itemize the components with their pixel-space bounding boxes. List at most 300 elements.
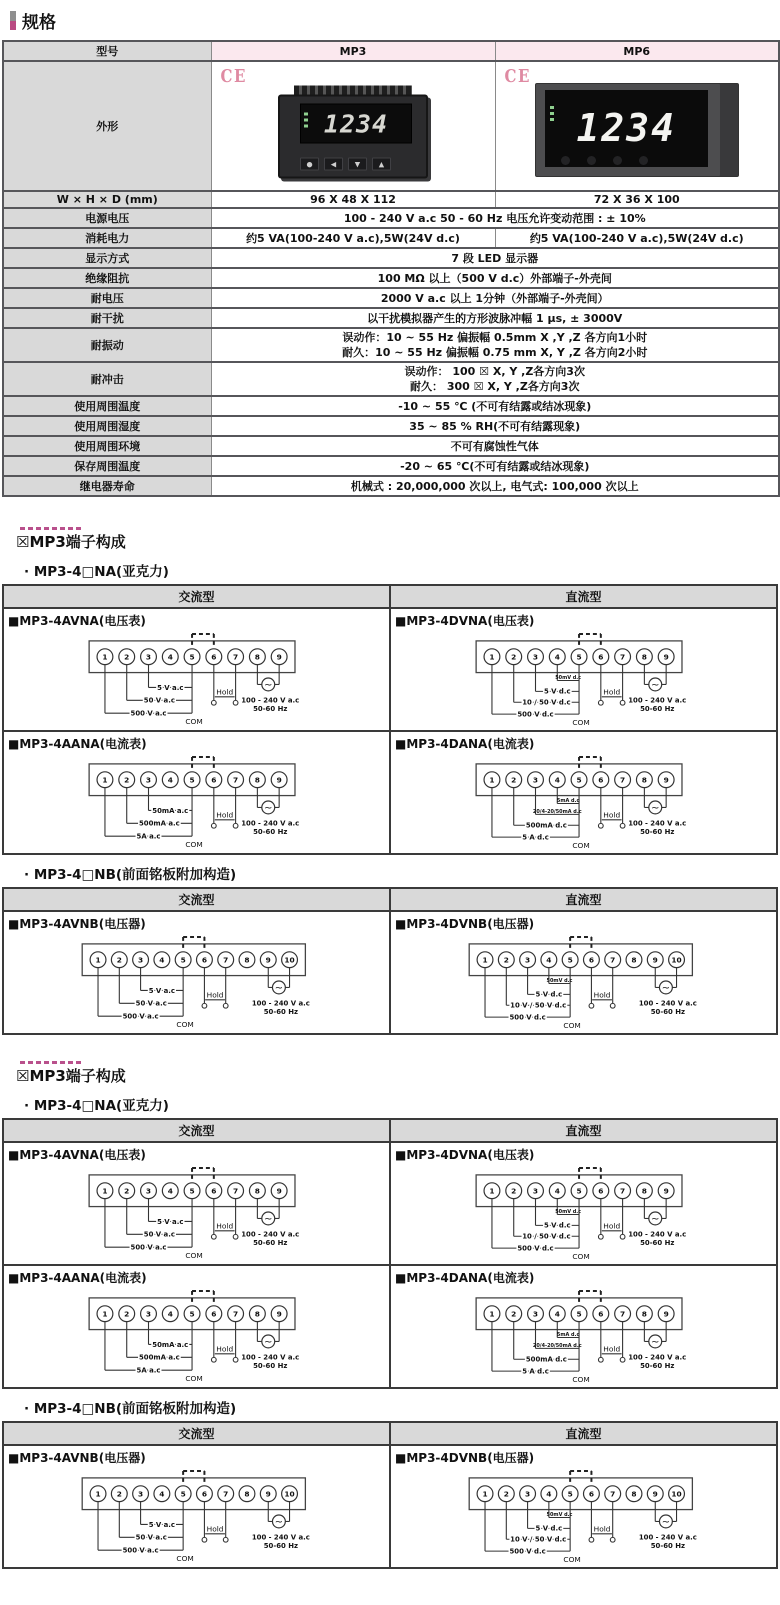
svg-text:50mV d.c: 50mV d.c [555,675,582,682]
spec-row-label: W × H × D (mm) [3,191,211,208]
svg-text:2: 2 [116,955,122,965]
mp3-case [278,95,428,179]
svg-text:7: 7 [620,1309,626,1319]
mp3-appearance-cell [211,61,495,191]
terminal-wiring-diagram [4,1163,390,1264]
svg-text:100 - 240 V a.c: 100 - 240 V a.c [628,1353,687,1362]
terminal-wiring-diagram [391,1163,777,1264]
diagram-title: ■MP3-4AVNB(电压器) [8,1451,146,1465]
svg-text:2: 2 [124,1309,130,1319]
svg-text:500 V d.c: 500 V d.c [517,710,554,719]
svg-text:500 V a.c: 500 V a.c [130,1243,167,1252]
svg-text:COM: COM [185,1251,203,1261]
spec-row-label: 耐干扰 [3,308,211,328]
svg-text:7: 7 [620,1186,626,1196]
svg-text:7: 7 [233,1186,239,1196]
spec-row [3,456,779,476]
svg-text:2: 2 [503,1489,509,1499]
svg-text:500mA d.c: 500mA d.c [525,821,567,830]
svg-text:5 A d.c: 5 A d.c [522,1367,549,1376]
spec-row-value: -10 ~ 55 ℃ (不可有结露或结冰现象) [211,396,779,416]
spec-row-value-mp3: 约5 VA(100-240 V a.c),5W(24V d.c) [211,228,495,248]
terminal-diagram-cell [3,731,390,854]
svg-text:Hold: Hold [603,810,621,820]
svg-text:2: 2 [511,775,517,785]
svg-text:7: 7 [610,955,616,965]
terminal-table-column-header: 交流型 [3,585,390,608]
svg-text:50-60 Hz: 50-60 Hz [253,828,288,837]
svg-text:50-60 Hz: 50-60 Hz [263,1542,299,1551]
svg-text:5 V d.c: 5 V d.c [543,1221,571,1230]
svg-text:10 V / 50 V d.c: 10 V / 50 V d.c [510,1001,567,1010]
svg-text:3: 3 [525,955,531,965]
svg-text:500 V d.c: 500 V d.c [509,1547,546,1556]
terminal-section-heading: ☒MP3端子构成 [16,533,126,551]
diagram-title: ■MP3-4DANA(电流表) [395,1271,535,1285]
terminal-diagram-cell [390,608,777,731]
mp3-button-icon: ▼ [348,158,367,171]
spec-row-label: 显示方式 [3,248,211,268]
svg-text:100 - 240 V a.c: 100 - 240 V a.c [638,999,697,1008]
svg-text:3: 3 [532,652,539,662]
svg-text:1: 1 [102,1309,108,1319]
svg-text:5: 5 [576,652,582,662]
svg-text:5 V a.c: 5 V a.c [148,1520,176,1529]
svg-text:500 V a.c: 500 V a.c [122,1546,159,1555]
diagram-title: ■MP3-4AVNB(电压器) [8,917,146,931]
svg-text:8: 8 [641,652,647,662]
pink-dash-decoration [20,1061,82,1064]
svg-text:COM: COM [572,1252,590,1262]
spec-row-value-line: 耐久： 300 ☒ X, Y ,Z各方向3次 [410,380,580,393]
spec-row-label: 使用周围温度 [3,396,211,416]
terminal-subsection-title: · MP3-4□NB(前面铭板附加构造) [24,1401,237,1417]
svg-text:5 A d.c: 5 A d.c [522,833,549,842]
svg-text:3: 3 [532,775,539,785]
spec-row [3,436,779,456]
spec-row-value: -20 ~ 65 ℃(不可有结露或结冰现象) [211,456,779,476]
svg-text:Hold: Hold [603,1344,621,1354]
mp6-display-digits: 1234 [576,106,676,151]
terminal-subsection-title: · MP3-4□NA(亚克力) [24,1098,169,1114]
svg-text:100 - 240 V a.c: 100 - 240 V a.c [628,1230,687,1239]
svg-text:9: 9 [276,775,282,785]
svg-text:~: ~ [651,1336,660,1348]
svg-text:5: 5 [576,1309,582,1319]
svg-text:3: 3 [145,652,152,662]
diagram-title: ■MP3-4DVNA(电压表) [395,614,535,628]
spec-row-label: 使用周围环境 [3,436,211,456]
svg-text:1: 1 [95,1489,101,1499]
diagram-title: ■MP3-4AVNA(电压表) [8,1148,146,1162]
svg-text:9: 9 [663,1186,669,1196]
spec-row-label: 耐电压 [3,288,211,308]
mp3-front-buttons [300,155,412,173]
spec-row [3,362,779,396]
svg-text:6: 6 [598,775,604,785]
svg-text:Hold: Hold [206,1524,224,1534]
svg-text:COM: COM [563,1555,581,1565]
svg-text:1: 1 [489,652,495,662]
svg-text:500mA d.c: 500mA d.c [525,1355,567,1364]
svg-text:5 V a.c: 5 V a.c [157,683,184,692]
svg-text:9: 9 [663,1309,669,1319]
svg-text:9: 9 [652,955,658,965]
spec-row-label: 保存周围温度 [3,456,211,476]
mp6-column-header: MP6 [495,41,779,61]
svg-text:Hold: Hold [216,1344,234,1354]
title-accent-bar [10,11,16,30]
svg-text:5A a.c: 5A a.c [136,1366,161,1375]
svg-text:3: 3 [532,1309,539,1319]
svg-text:1: 1 [102,1186,108,1196]
svg-text:20/4-20/50mA d.c: 20/4-20/50mA d.c [532,808,582,815]
terminal-wiring-diagram [4,932,390,1033]
svg-text:100 - 240 V a.c: 100 - 240 V a.c [628,819,687,828]
diagram-title: ■MP3-4DVNA(电压表) [395,1148,535,1162]
svg-text:7: 7 [223,1489,229,1499]
terminal-table-column-header: 直流型 [390,888,777,911]
svg-text:3: 3 [525,1489,531,1499]
svg-text:500 V a.c: 500 V a.c [122,1012,159,1021]
diagram-title: ■MP3-4AVNA(电压表) [8,614,146,628]
svg-text:50mA a.c: 50mA a.c [152,1340,189,1349]
svg-text:6: 6 [211,1186,217,1196]
svg-text:3: 3 [532,1186,539,1196]
svg-text:4: 4 [167,775,173,785]
terminal-wiring-diagram [4,629,390,730]
terminal-table [2,1118,778,1389]
svg-text:5: 5 [189,652,195,662]
svg-text:100 - 240 V a.c: 100 - 240 V a.c [628,696,687,705]
terminal-diagram-cell [3,1445,390,1568]
terminal-wiring-diagram [4,1286,390,1387]
svg-text:5: 5 [189,1186,195,1196]
svg-text:7: 7 [233,775,239,785]
svg-text:9: 9 [276,1186,282,1196]
svg-text:~: ~ [661,1516,671,1528]
svg-text:1: 1 [482,955,488,965]
svg-text:1: 1 [95,955,101,965]
ce-mark-icon: CE [504,65,531,87]
terminal-configuration-sections [2,527,778,1569]
svg-text:5: 5 [189,1309,195,1319]
svg-text:~: ~ [264,1336,273,1348]
svg-text:8: 8 [254,1309,260,1319]
svg-text:5: 5 [576,775,582,785]
terminal-table-column-header: 交流型 [3,888,390,911]
svg-text:5mA d.c: 5mA d.c [556,798,580,805]
terminal-diagram-cell [390,1142,777,1265]
svg-text:4: 4 [554,652,560,662]
svg-text:COM: COM [572,1375,590,1385]
svg-text:Hold: Hold [206,990,224,1000]
terminal-table-row [3,911,777,1034]
svg-text:100 - 240 V a.c: 100 - 240 V a.c [251,999,310,1008]
svg-text:4: 4 [167,1309,173,1319]
svg-text:50 V a.c: 50 V a.c [135,1533,167,1542]
svg-text:500 V d.c: 500 V d.c [517,1244,554,1253]
svg-text:10: 10 [671,1489,682,1499]
mp3-button-icon: ▲ [372,158,391,171]
spec-row-value: 2000 V a.c 以上 1分钟（外部端子-外壳间） [211,288,779,308]
svg-text:8: 8 [641,1186,647,1196]
model-column-header: 型号 [3,41,211,61]
diagram-title: ■MP3-4DVNB(电压器) [395,917,535,931]
spec-row [3,308,779,328]
svg-text:5A a.c: 5A a.c [136,832,161,841]
svg-text:10 / 50 V d.c: 10 / 50 V d.c [522,1232,571,1241]
svg-text:Hold: Hold [216,1221,234,1231]
spec-header-row [3,41,779,61]
svg-text:~: ~ [651,1213,660,1225]
svg-text:7: 7 [620,775,626,785]
terminal-subsection-title: · MP3-4□NA(亚克力) [24,564,169,580]
svg-text:50-60 Hz: 50-60 Hz [650,1542,686,1551]
terminal-section [2,1061,778,1569]
terminal-table-header-row [3,888,777,911]
svg-text:20/4-20/50mA d.c: 20/4-20/50mA d.c [532,1342,582,1349]
mp3-display [300,104,412,144]
svg-text:~: ~ [651,802,660,814]
terminal-table-column-header: 直流型 [390,1119,777,1142]
mp3-button-icon: ● [300,158,319,171]
svg-text:7: 7 [233,652,239,662]
svg-text:8: 8 [254,1186,260,1196]
spec-row [3,248,779,268]
svg-text:5: 5 [567,1489,573,1499]
spec-row-value: 100 MΩ 以上（500 V d.c）外部端子-外壳间 [211,268,779,288]
mp6-front-buttons [561,156,648,165]
svg-text:~: ~ [274,982,284,994]
svg-text:5: 5 [189,775,195,785]
terminal-diagram-cell [3,1142,390,1265]
svg-text:Hold: Hold [216,810,234,820]
svg-text:6: 6 [211,775,217,785]
spec-row-value-mp6: 72 X 36 X 100 [495,191,779,208]
svg-text:5: 5 [567,955,573,965]
terminal-table-header-row [3,585,777,608]
svg-text:50-60 Hz: 50-60 Hz [263,1008,299,1017]
svg-text:1: 1 [489,1186,495,1196]
svg-text:2: 2 [511,1186,517,1196]
terminal-wiring-diagram [391,752,777,853]
svg-text:2: 2 [124,652,130,662]
spec-row-value [211,362,779,396]
appearance-label: 外形 [3,61,211,191]
svg-text:100 - 240 V a.c: 100 - 240 V a.c [251,1533,310,1542]
terminal-table-column-header: 交流型 [3,1119,390,1142]
svg-text:2: 2 [503,955,509,965]
svg-text:10 / 50 V d.c: 10 / 50 V d.c [522,698,571,707]
page-title: 规格 [22,13,56,33]
spec-row-label: 消耗电力 [3,228,211,248]
spec-row-label: 耐冲击 [3,362,211,396]
svg-text:5 V a.c: 5 V a.c [157,1217,184,1226]
pink-dash-decoration [20,527,82,530]
svg-text:6: 6 [211,1309,217,1319]
spec-row [3,288,779,308]
spec-row-label: 使用周围湿度 [3,416,211,436]
svg-text:9: 9 [265,955,271,965]
spec-row-value-line: 耐久：10 ~ 55 Hz 偏振幅 0.75 mm X, Y ,Z 各方向2小时 [342,346,648,359]
svg-text:50-60 Hz: 50-60 Hz [640,1239,675,1248]
diagram-title: ■MP3-4DANA(电流表) [395,737,535,751]
svg-text:6: 6 [598,1309,604,1319]
spec-row-label: 耐振动 [3,328,211,362]
svg-text:4: 4 [546,1489,552,1499]
svg-text:5 V a.c: 5 V a.c [148,986,176,995]
svg-text:50-60 Hz: 50-60 Hz [640,705,675,714]
svg-text:2: 2 [124,1186,130,1196]
ce-mark-icon: CE [220,65,247,87]
terminal-wiring-diagram [391,932,777,1033]
svg-text:2: 2 [511,652,517,662]
svg-text:3: 3 [145,775,152,785]
svg-text:6: 6 [201,955,208,965]
svg-text:8: 8 [631,955,637,965]
spec-row [3,396,779,416]
svg-text:8: 8 [254,775,260,785]
svg-text:COM: COM [572,841,590,851]
svg-text:5 V d.c: 5 V d.c [535,1524,563,1533]
svg-text:4: 4 [159,1489,165,1499]
svg-text:1: 1 [489,1309,495,1319]
svg-text:Hold: Hold [593,1524,611,1534]
terminal-section-heading: ☒MP3端子构成 [16,1067,126,1085]
svg-text:50-60 Hz: 50-60 Hz [253,1362,288,1371]
svg-text:10: 10 [284,1489,295,1499]
spec-row-value-mp3: 96 X 48 X 112 [211,191,495,208]
terminal-section [2,527,778,1035]
svg-text:50-60 Hz: 50-60 Hz [253,1239,288,1248]
svg-text:50 V a.c: 50 V a.c [143,696,175,705]
terminal-table-column-header: 交流型 [3,1422,390,1445]
mp3-product-image [278,86,428,179]
svg-text:9: 9 [276,652,282,662]
spec-row [3,416,779,436]
svg-text:9: 9 [663,775,669,785]
svg-text:Hold: Hold [216,687,234,697]
section-title-spec [10,8,778,33]
svg-text:8: 8 [631,1489,637,1499]
svg-text:8: 8 [641,1309,647,1319]
svg-text:5 V d.c: 5 V d.c [543,687,571,696]
svg-text:500mA a.c: 500mA a.c [139,1353,180,1362]
diagram-title: ■MP3-4AANA(电流表) [8,1271,147,1285]
svg-text:50mV d.c: 50mV d.c [555,1209,582,1216]
svg-text:Hold: Hold [603,687,621,697]
spec-row [3,191,779,208]
terminal-table-row [3,731,777,854]
spec-row [3,208,779,228]
svg-text:1: 1 [102,652,108,662]
spec-row-label: 继电器寿命 [3,476,211,496]
svg-text:50-60 Hz: 50-60 Hz [650,1008,686,1017]
svg-text:6: 6 [588,1489,595,1499]
svg-text:4: 4 [554,775,560,785]
spec-table [2,40,780,497]
svg-text:COM: COM [185,717,203,727]
spec-row-value-mp6: 约5 VA(100-240 V a.c),5W(24V d.c) [495,228,779,248]
svg-text:5 V d.c: 5 V d.c [535,990,563,999]
svg-text:COM: COM [572,718,590,728]
terminal-wiring-diagram [4,752,390,853]
svg-text:1: 1 [482,1489,488,1499]
terminal-table-header-row [3,1119,777,1142]
svg-text:50mA a.c: 50mA a.c [152,806,189,815]
spec-row-value: 以干扰模拟器产生的方形波脉冲幅 1 μs, ± 3000V [211,308,779,328]
svg-text:8: 8 [641,775,647,785]
svg-text:6: 6 [598,1186,604,1196]
terminal-diagram-cell [390,1445,777,1568]
terminal-wiring-diagram [4,1466,390,1567]
svg-text:4: 4 [554,1186,560,1196]
svg-text:COM: COM [176,1554,194,1564]
svg-text:~: ~ [661,982,671,994]
spec-row-label: 电源电压 [3,208,211,228]
svg-text:2: 2 [511,1309,517,1319]
svg-text:500mA a.c: 500mA a.c [139,819,180,828]
spec-row-value: 机械式 : 20,000,000 次以上, 电气式: 100,000 次以上 [211,476,779,496]
terminal-table-row [3,1142,777,1265]
terminal-table [2,887,778,1035]
terminal-table-row [3,1445,777,1568]
terminal-diagram-cell [390,911,777,1034]
diagram-title: ■MP3-4DVNB(电压器) [395,1451,535,1465]
svg-text:5: 5 [180,955,186,965]
terminal-wiring-diagram [391,1286,777,1387]
svg-text:4: 4 [554,1309,560,1319]
svg-text:COM: COM [563,1021,581,1031]
svg-text:50-60 Hz: 50-60 Hz [640,1362,675,1371]
spec-row-label: 绝缘阻抗 [3,268,211,288]
svg-text:2: 2 [124,775,130,785]
mp3-button-icon: ◀ [324,158,343,171]
svg-text:6: 6 [598,652,604,662]
mp6-indicator-leds [550,106,554,121]
svg-text:6: 6 [211,652,217,662]
svg-text:4: 4 [546,955,552,965]
svg-text:5: 5 [576,1186,582,1196]
svg-text:8: 8 [244,955,250,965]
svg-text:50mV d.c: 50mV d.c [546,978,573,985]
terminal-table [2,584,778,855]
svg-text:Hold: Hold [603,1221,621,1231]
terminal-subsection-title: · MP3-4□NB(前面铭板附加构造) [24,867,237,883]
terminal-table-row [3,608,777,731]
svg-text:5mA d.c: 5mA d.c [556,1332,580,1339]
svg-text:4: 4 [167,1186,173,1196]
spec-row-value: 7 段 LED 显示器 [211,248,779,268]
terminal-table-column-header: 直流型 [390,585,777,608]
svg-text:3: 3 [138,1489,144,1499]
svg-text:7: 7 [223,955,229,965]
svg-text:8: 8 [244,1489,250,1499]
terminal-table-row [3,1265,777,1388]
svg-text:100 - 240 V a.c: 100 - 240 V a.c [241,1353,300,1362]
spec-row [3,268,779,288]
mp6-display [545,90,708,167]
svg-text:2: 2 [116,1489,122,1499]
svg-text:500 V d.c: 500 V d.c [509,1013,546,1022]
mp6-appearance-cell [495,61,779,191]
mp6-product-image [535,83,739,177]
mp3-connector-pins [294,86,412,95]
terminal-diagram-cell [3,1265,390,1388]
svg-text:9: 9 [276,1309,282,1319]
svg-text:9: 9 [663,652,669,662]
